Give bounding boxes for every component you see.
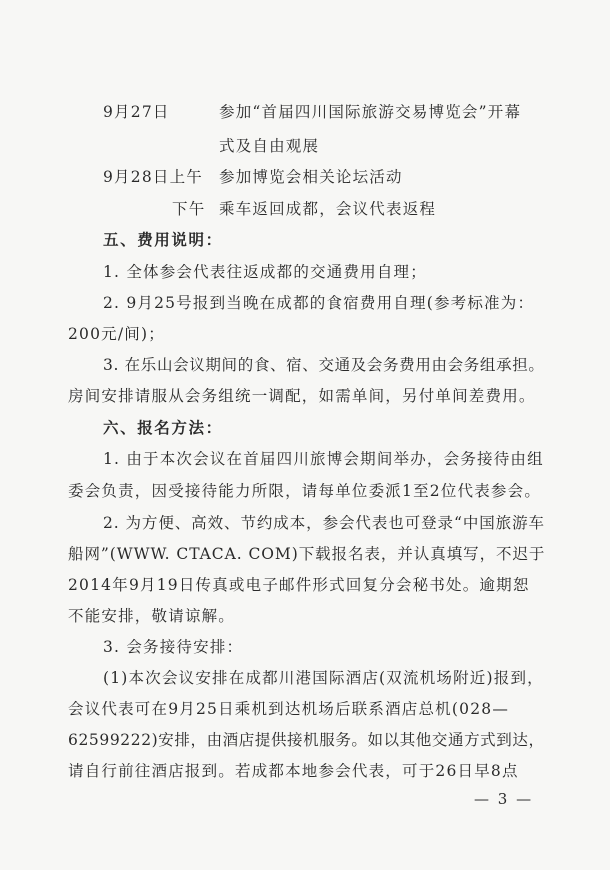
section5-line: 房间安排请服从会务组统一调配，如需单间，另付单间差费用。 — [68, 387, 536, 405]
section5-line: 1. 全体参会代表往返成都的交通费用自理； — [103, 263, 427, 281]
schedule-text-sep27-line1: 参加“首届四川国际旅游交易博览会”开幕 — [219, 103, 522, 121]
section5-line: 3. 在乐山会议期间的食、宿、交通及会务费用由会务组承担。 — [103, 356, 545, 374]
schedule-text-sep28-am: 参加博览会相关论坛活动 — [219, 168, 403, 186]
section5-line: 2. 9月25号报到当晚在成都的食宿费用自理(参考标准为： — [103, 294, 535, 312]
section6-line: 62599222)安排，由酒店提供接机服务。如以其他交通方式到达， — [68, 731, 545, 749]
section6-line: 请自行前往酒店报到。若成都本地参会代表，可于26日早8点 — [68, 762, 519, 780]
section6-line: 3. 会务接待安排： — [103, 638, 244, 656]
section6-line: 1. 由于本次会议在首届四川旅博会期间举办，会务接待由组 — [103, 450, 544, 468]
schedule-text-sep27-line2: 式及自由观展 — [219, 137, 320, 155]
schedule-date-sep28-pm: 下午 — [172, 200, 206, 218]
section5-line: 200元/间)； — [68, 325, 165, 343]
schedule-date-sep27: 9月27日 — [103, 103, 170, 121]
section6-heading: 六、报名方法： — [103, 418, 223, 437]
section6-line: 2014年9月19日传真或电子邮件形式回复分会秘书处。逾期恕 — [68, 576, 530, 594]
section5-heading: 五、费用说明： — [103, 230, 223, 249]
section6-line: 不能安排，敬请谅解。 — [68, 607, 236, 625]
section6-line: 船网”(WWW. CTACA. COM)下载报名表，并认真填写，不迟于 — [68, 545, 546, 563]
section6-line: 会议代表可在9月25日乘机到达机场后联系酒店总机(028— — [68, 700, 510, 718]
schedule-text-sep28-pm: 乘车返回成都，会议代表返程 — [219, 200, 437, 218]
schedule-date-sep28-am: 9月28日上午 — [103, 168, 203, 186]
section6-line: 2. 为方便、高效、节约成本，参会代表也可登录“中国旅游车 — [103, 514, 545, 532]
section6-line: 委会负责，因受接待能力所限，请每单位委派1至2位代表参会。 — [68, 482, 542, 500]
section6-line: (1)本次会议安排在成都川港国际酒店(双流机场附近)报到， — [103, 669, 544, 687]
page-number: — 3 — — [474, 790, 534, 808]
